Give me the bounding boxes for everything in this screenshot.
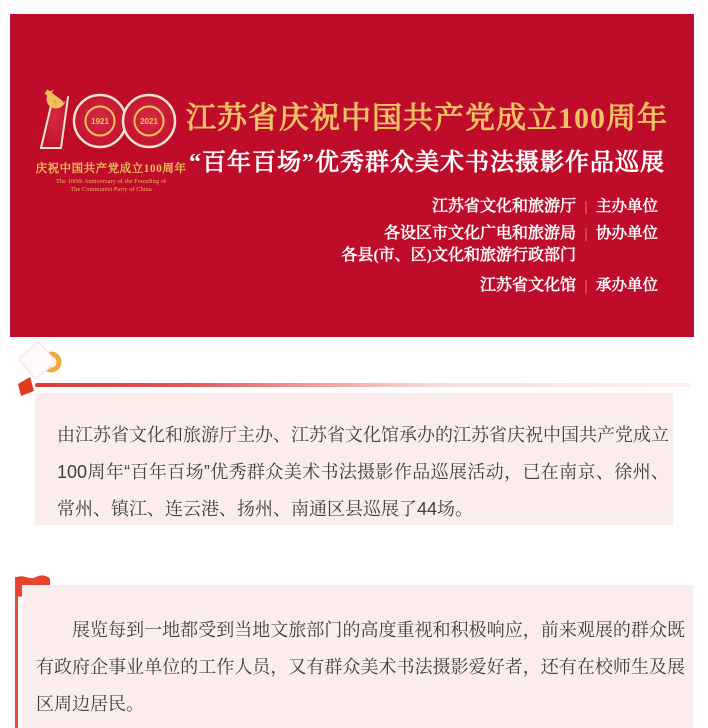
organizer-role: 协办单位: [596, 225, 659, 242]
organizer-role: 主办单位: [596, 198, 659, 215]
separator-bar: |: [584, 226, 588, 242]
organizer-row-undertaker: [341, 275, 658, 297]
zero-2021: [123, 95, 175, 147]
organizer-name: 江苏省文化馆: [479, 277, 576, 294]
logo-caption-en: [34, 178, 188, 194]
intro-paragraph-box: [35, 393, 673, 525]
logo-caption-en-line2: The Communist Party of China: [70, 186, 152, 193]
divider-gradient-line: [35, 383, 690, 387]
svg-text:2021: 2021: [140, 117, 158, 126]
scroll-body: [18, 342, 56, 379]
reception-paragraph: 展览每到一地都受到当地文旅部门的高度重视和积极响应，前来观展的群众既有政府企事业单位的工作人员，又有群众美术书法摄影爱好者，还有在校师生及展区周边居民。: [36, 620, 685, 714]
organizer-name: 各县(市、区)文化和旅游行政部门: [341, 247, 576, 264]
intro-paragraph: 由江苏省文化和旅游厅主办、江苏省文化馆承办的江苏省庆祝中国共产党成立100周年“百年百场”优秀群众美术书法摄影作品巡展活动，已在南京、徐州、常州、镇江、连云港、扬州、南通区县巡展了44场。: [57, 425, 669, 519]
organizer-name: 江苏省文化和旅游厅: [431, 198, 576, 215]
organizer-name: 各设区市文化广电和旅游局: [383, 225, 576, 242]
reception-paragraph-box: [22, 585, 693, 728]
separator-bar: |: [584, 278, 588, 294]
header-banner: [10, 14, 694, 337]
logo-caption-en-line1: The 100th Anniversary of the Founding of: [55, 178, 167, 185]
logo-caption-cn: 庆祝中国共产党成立100周年: [35, 163, 187, 175]
page-subtitle: “百年百场”优秀群众美术书法摄影作品巡展: [189, 150, 665, 176]
anniversary-100-icon: [34, 84, 188, 152]
scroll-red-tip: [18, 377, 34, 396]
organizer-row-co-organizer-2: [341, 245, 658, 267]
svg-text:1921: 1921: [91, 117, 109, 126]
separator-bar: |: [584, 199, 588, 215]
anniversary-100-logo: [34, 84, 188, 194]
organizer-row-co-organizer: [341, 223, 658, 245]
page-title: 江苏省庆祝中国共产党成立100周年: [186, 102, 668, 135]
organizer-row-host: [341, 196, 658, 218]
organizer-credits: [341, 196, 658, 302]
organizer-role: 承办单位: [596, 277, 659, 294]
zero-1921: [74, 95, 126, 147]
